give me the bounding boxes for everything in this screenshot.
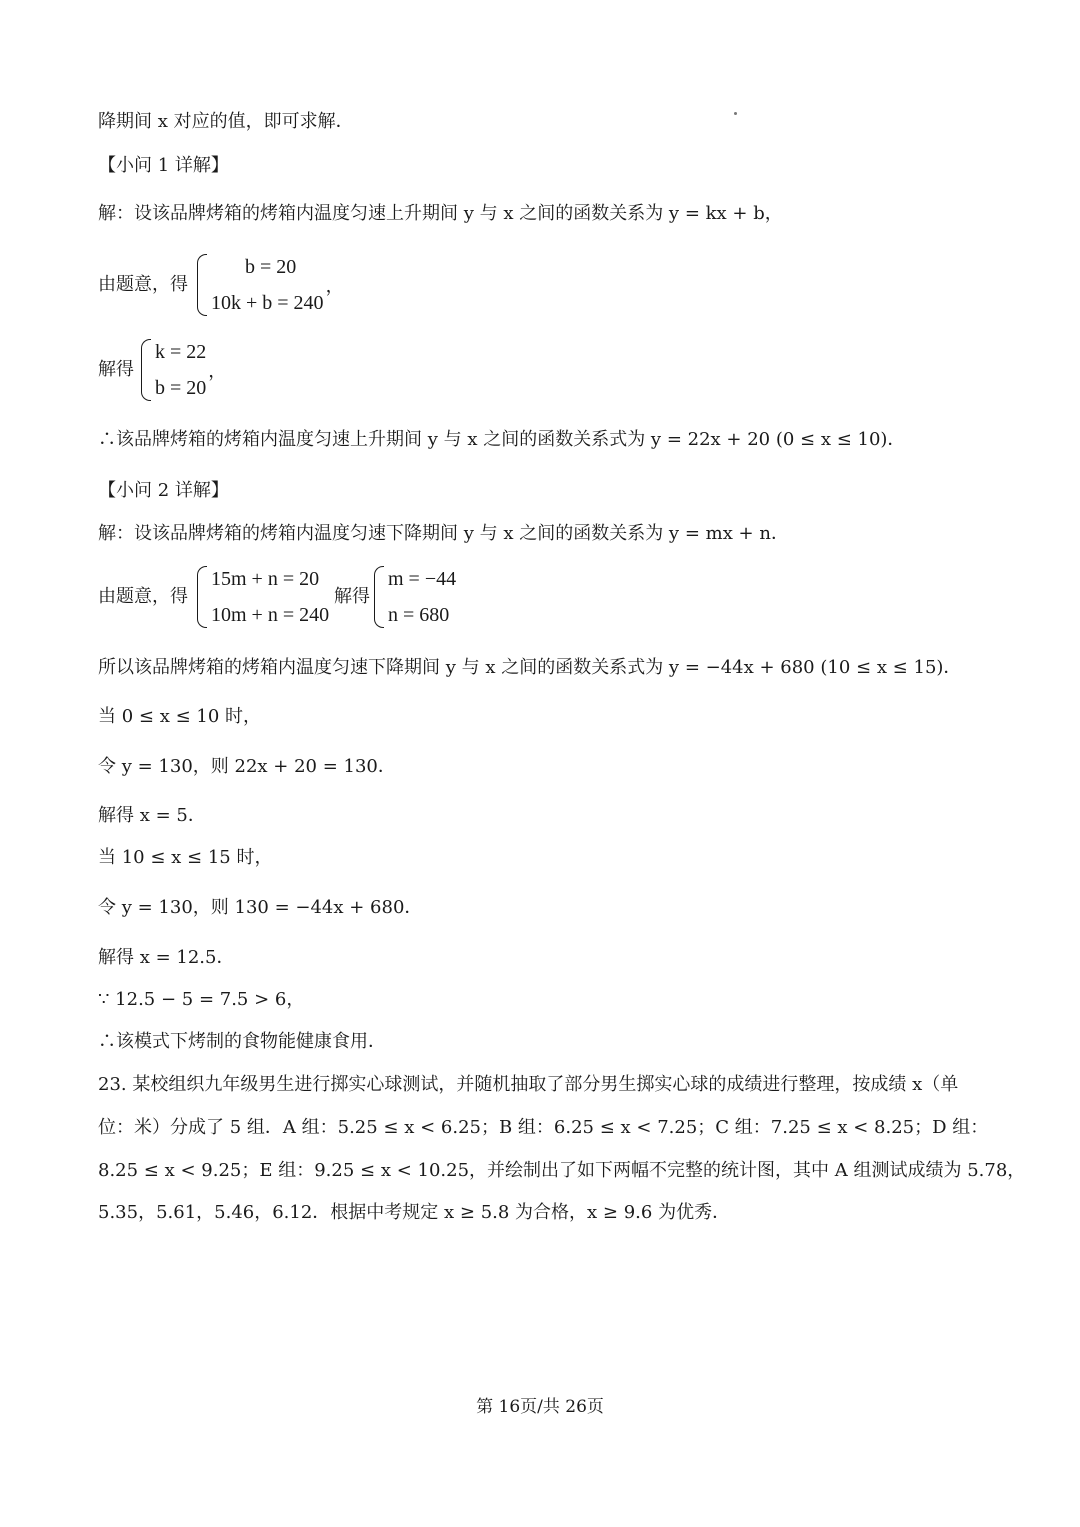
page-footer: 第 16页/共 26页 (476, 1397, 604, 1417)
text-line: 降期间 x 对应的值，即可求解． (98, 111, 354, 132)
problem-23-line: 位：米）分成了 5 组．A 组：5.25 ≤ x < 6.25；B 组：6.25 ≤ x < 7.25；C 组：7.25 ≤ x < 8.25；D 组： (98, 1117, 989, 1138)
equation: 10k + b = 240 (211, 292, 324, 314)
punctuation: ， (208, 361, 227, 382)
text-label: 解得 (334, 586, 370, 607)
section-heading-q2: 【小问 2 详解】 (98, 480, 229, 501)
text-line: ∴该品牌烤箱的烤箱内温度匀速上升期间 y 与 x 之间的函数关系式为 y = 22x + 20 (0 ≤ x ≤ 10)． (98, 429, 906, 450)
equation: 10m + n = 240 (211, 604, 330, 626)
section-heading-q1: 【小问 1 详解】 (98, 155, 229, 176)
brace-icon (141, 339, 151, 401)
text-label: 由题意，得 (98, 586, 188, 607)
equation-system (197, 251, 344, 319)
problem-23-line: 8.25 ≤ x < 9.25；E 组：9.25 ≤ x < 10.25，并绘制出了如下两幅不完整的统计图，其中 A 组测试成绩为 5.78， (98, 1160, 1026, 1181)
text-line: ∴该模式下烤制的食物能健康食用． (98, 1031, 386, 1052)
equation: k = 22 (155, 341, 207, 363)
equation-system (197, 563, 329, 631)
equation: n = 680 (388, 604, 450, 626)
punctuation: ， (325, 276, 344, 297)
scan-speck (734, 112, 737, 115)
text-line: 令 y = 130，则 130 = −44x + 680． (98, 897, 423, 918)
brace-icon (197, 566, 207, 628)
text-line: 解得 x = 5． (98, 805, 206, 826)
text-line: 所以该品牌烤箱的烤箱内温度匀速下降期间 y 与 x 之间的函数关系式为 y = −44x + 680 (10 ≤ x ≤ 15)． (98, 657, 962, 678)
problem-23-line: 5.35，5.61，5.46，6.12．根据中考规定 x ≥ 5.8 为合格，x ≥ 9.6 为优秀． (98, 1202, 731, 1223)
problem-23-line: 23. 某校组织九年级男生进行掷实心球测试，并随机抽取了部分男生掷实心球的成绩进行整理，按成绩 x（单 (98, 1074, 959, 1095)
equation-system (141, 336, 226, 404)
text-line: 当 0 ≤ x ≤ 10 时， (98, 706, 262, 727)
equation: m = −44 (388, 568, 457, 590)
equation-system (374, 563, 456, 631)
equation: b = 20 (155, 377, 207, 399)
equation: 15m + n = 20 (211, 568, 320, 590)
brace-icon (374, 566, 384, 628)
text-line: 令 y = 130，则 22x + 20 = 130． (98, 756, 396, 777)
text-line: 当 10 ≤ x ≤ 15 时， (98, 847, 273, 868)
brace-icon (197, 254, 207, 316)
equation: b = 20 (245, 256, 297, 278)
text-label: 由题意，得 (98, 274, 188, 295)
text-line: 解：设该品牌烤箱的烤箱内温度匀速上升期间 y 与 x 之间的函数关系为 y = kx + b， (98, 203, 783, 224)
text-label: 解得 (98, 359, 134, 380)
text-line: 解：设该品牌烤箱的烤箱内温度匀速下降期间 y 与 x 之间的函数关系为 y = mx + n． (98, 523, 789, 544)
text-line: 解得 x = 12.5． (98, 947, 235, 968)
text-line: ∵ 12.5 − 5 = 7.5 > 6， (98, 989, 305, 1010)
